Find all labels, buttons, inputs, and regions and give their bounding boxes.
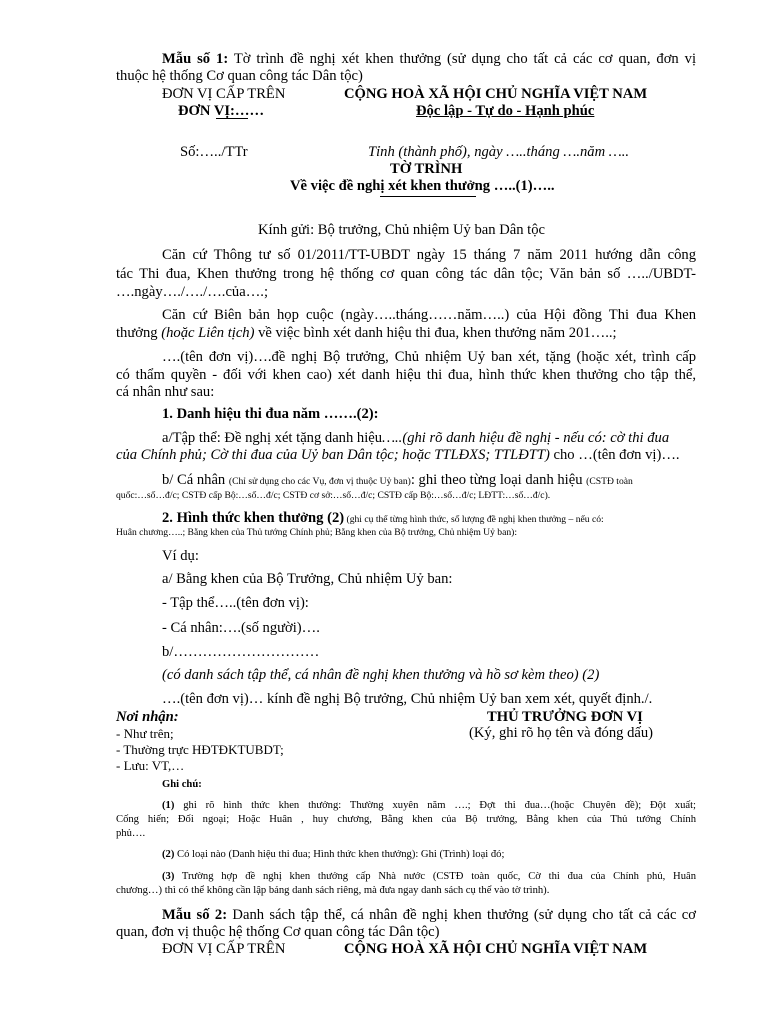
unit-underline [216, 118, 248, 119]
note-3-line-1: (3) Trường hợp đề nghị khen thưởng cấp Nhà nước (CSTĐ toàn quốc, Cờ thi đua của Chính phủ, Huân [162, 871, 696, 882]
form2-label: Mẫu số 2: [162, 907, 228, 923]
notes-title: Ghi chú: [162, 779, 202, 790]
subject-underline [380, 196, 476, 197]
proposal-para-line-3: cá nhân như sau: [116, 384, 215, 400]
motto: Độc lập - Tự do - Hạnh phúc [416, 103, 595, 119]
nation-title: CỘNG HOÀ XÃ HỘI CHỦ NGHĨA VIỆT NAM [344, 86, 648, 102]
section-2-heading: 2. Hình thức khen thưởng (2) (ghi cụ thể từng hình thức, số lượng đề nghị khen thưởng – nếu có: [162, 510, 604, 526]
section-1b-line-1: b/ Cá nhân (Chỉ sử dụng cho các Vụ, đơn vị thuộc Uỷ ban): ghi theo từng loại danh hiệu (CSTĐ toàn [162, 472, 633, 488]
example-individual: - Cá nhân:….(số người)…. [162, 620, 320, 636]
form2-title-cont: quan, đơn vị thuộc hệ thống Cơ quan công tác Dân tộc) [116, 924, 440, 940]
doc-number: Số:…../TTr [180, 144, 248, 160]
form2-parent-unit: ĐƠN VỊ CẤP TRÊN [162, 941, 286, 957]
section-1a-line-1: a/Tập thể: Đề nghị xét tặng danh hiệu…..(ghi rõ danh hiệu đề nghị - nếu có: cờ thi đua [162, 430, 670, 446]
doc-subject: Về việc đề nghị xét khen thưởng …..(1)….. [290, 178, 555, 194]
closing-statement: ….(tên đơn vị)… kính đề nghị Bộ trưởng, Chủ nhiệm Uỷ ban xem xét, quyết định./. [162, 691, 653, 707]
proposal-para-line-2: có thẩm quyền - đối với khen cao) xét danh hiệu thi đua, hình thức khen thưởng cho tập thể, [116, 367, 696, 383]
note-1-line-2: Cống hiến; Đối ngoại; Hoặc Huân , huy chương, Bằng khen của Bộ trưởng, Bằng khen của Thủ tướng Chính [116, 814, 696, 825]
place-date: Tỉnh (thành phố), ngày …..tháng ….năm ….. [368, 144, 630, 160]
note-1-line-3: phủ…. [116, 828, 146, 839]
note-1-line-1: (1) ghi rõ hình thức khen thưởng: Thường xuyên năm ….; Đợt thi đua…(hoặc Chuyên đề); Đột xuất; [162, 800, 696, 811]
section-2-note: Huân chương…..; Bằng khen của Thủ tướng Chính phủ; Bằng khen của Bộ trưởng, Chủ nhiệm Uỷ ban): [116, 527, 518, 538]
form2-nation-title: CỘNG HOÀ XÃ HỘI CHỦ NGHĨA VIỆT NAM [344, 941, 648, 957]
unit-name: ĐƠN VỊ:…… [178, 103, 265, 119]
form1-title-cont: thuộc hệ thống Cơ quan công tác Dân tộc) [116, 68, 363, 84]
attachment-note: (có danh sách tập thể, cá nhân đề nghị khen thưởng và hồ sơ kèm theo) (2) [162, 667, 600, 683]
parent-unit: ĐƠN VỊ CẤP TRÊN [162, 86, 286, 102]
basis-para-1-line-1: Căn cứ Thông tư số 01/2011/TT-UBDT ngày 15 tháng 7 năm 2011 hướng dẫn công [162, 247, 696, 263]
recipient-line: Kính gửi: Bộ trưởng, Chủ nhiệm Uỷ ban Dân tộc [258, 222, 546, 238]
recipient-item: - Lưu: VT,… [116, 758, 185, 773]
form1-title: Mẫu số 1: Tờ trình đề nghị xét khen thưởng (sử dụng cho tất cả các cơ quan, đơn vị [162, 51, 696, 67]
recipients-title: Nơi nhận: [116, 709, 179, 725]
section-1-heading: 1. Danh hiệu thi đua năm …….(2): [162, 406, 379, 422]
example-collective: - Tập thể…..(tên đơn vị): [162, 595, 309, 611]
example-label: Ví dụ: [162, 548, 199, 564]
note-3-line-2: chương…) thì có thể không cần lập bảng danh sách riêng, mà đưa ngay danh sách cụ thể vào tờ trình). [116, 885, 550, 896]
basis-para-2-line-2: thưởng (hoặc Liên tịch) về việc bình xét danh hiệu thi đua, khen thưởng năm 201…..; [116, 325, 617, 341]
basis-para-1-line-2: tác Thi đua, Khen thưởng trong hệ thống cơ quan công tác dân tộc; Văn bản số …../UBDT- [116, 266, 696, 282]
example-b: b/………………………… [162, 644, 320, 660]
doc-type-title: TỜ TRÌNH [390, 161, 463, 177]
form1-label: Mẫu số 1: [162, 51, 229, 67]
note-2: (2) Có loại nào (Danh hiệu thi đua; Hình thức khen thưởng): Ghi (Trình) loại đó; [162, 849, 505, 860]
signer-instruction: (Ký, ghi rõ họ tên và đóng dấu) [469, 725, 654, 741]
signer-title: THỦ TRƯỞNG ĐƠN VỊ [487, 709, 643, 725]
recipient-item: - Thường trực HĐTĐKTUBDT; [116, 742, 284, 757]
recipient-item: - Như trên; [116, 726, 174, 741]
example-a: a/ Bằng khen của Bộ Trưởng, Chủ nhiệm Uỷ ban: [162, 571, 453, 587]
basis-para-1-line-3: ….ngày…./…./….của….; [116, 284, 268, 300]
section-1a-line-2: của Chính phủ; Cờ thi đua của Uỷ ban Dân tộc; hoặc TTLĐXS; TTLĐTT) cho …(tên đơn vị)…. [116, 447, 680, 463]
form2-title: Mẫu số 2: Danh sách tập thể, cá nhân đề nghị khen thưởng (sử dụng cho tất cả các cơ [162, 907, 696, 923]
proposal-para-line-1: ….(tên đơn vị)….đề nghị Bộ trưởng, Chủ nhiệm Uỷ ban xét, tặng (hoặc xét, trình cấp [162, 349, 696, 365]
basis-para-2-line-1: Căn cứ Biên bản họp cuộc (ngày…..tháng……năm…..) của Hội đồng Thi đua Khen [162, 307, 696, 323]
section-1b-line-2: quốc:…số…đ/c; CSTĐ cấp Bộ:…số…đ/c; CSTĐ cơ sở:…số…đ/c; CSTĐ cấp Bộ:…số…đ/c; LĐTT:…số…đ/c). [116, 490, 551, 501]
